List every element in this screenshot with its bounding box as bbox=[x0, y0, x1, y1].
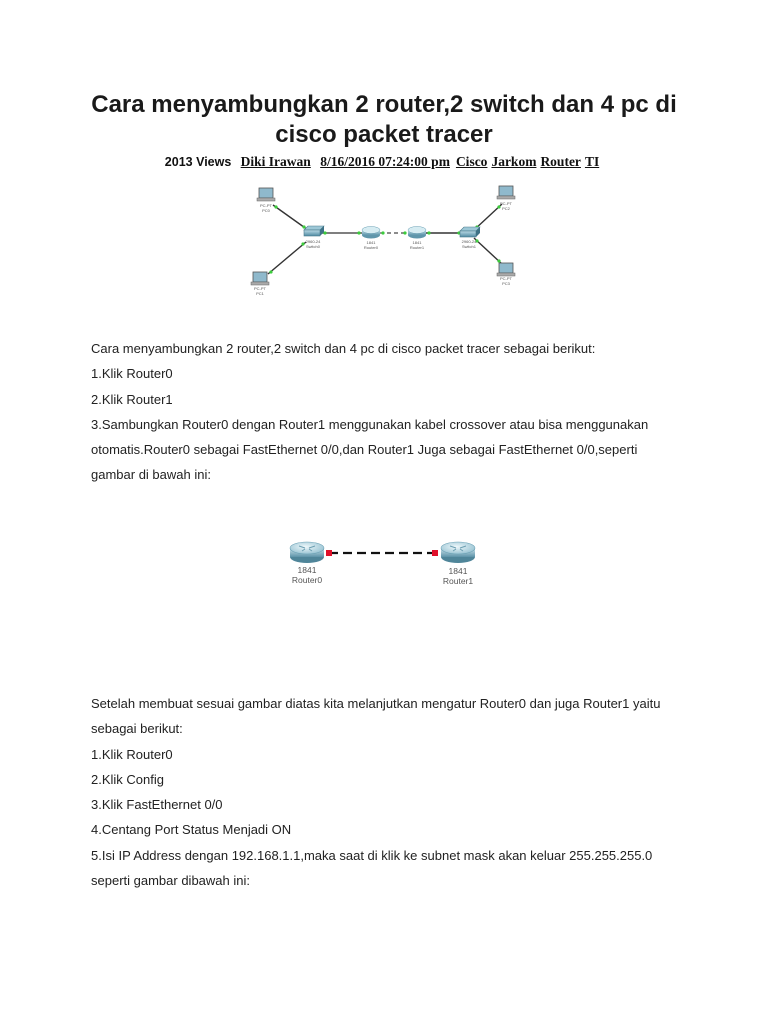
date-link[interactable]: 8/16/2016 07:24:00 pm bbox=[320, 154, 450, 169]
svg-text:PC1: PC1 bbox=[256, 291, 264, 296]
svg-text:PC-PT: PC-PT bbox=[500, 201, 512, 206]
pc0-icon[interactable] bbox=[257, 188, 275, 213]
router-link-figure bbox=[280, 530, 490, 590]
section1-step-1: 1.Klik Router0 bbox=[91, 366, 173, 382]
tag-link-jarkom[interactable]: Jarkom bbox=[491, 154, 537, 169]
router1-icon[interactable] bbox=[408, 227, 426, 251]
router0-icon[interactable] bbox=[362, 227, 380, 251]
svg-text:1841: 1841 bbox=[297, 565, 317, 575]
svg-text:PC-PT: PC-PT bbox=[500, 276, 512, 281]
svg-text:Switch1: Switch1 bbox=[461, 244, 477, 249]
section1-step-3-cont: otomatis.Router0 sebagai FastEthernet 0/0,dan Router1 Juga sebagai FastEthernet 0/0,seperti bbox=[91, 442, 638, 458]
svg-text:PC2: PC2 bbox=[502, 206, 510, 211]
section2-text bbox=[91, 691, 691, 893]
svg-text:1841: 1841 bbox=[366, 240, 376, 245]
svg-text:1841: 1841 bbox=[448, 566, 468, 576]
section2-step-3: 3.Klik FastEthernet 0/0 bbox=[91, 797, 223, 813]
svg-text:Router0: Router0 bbox=[291, 575, 323, 585]
section1-step-3: 3.Sambungkan Router0 dengan Router1 menggunakan kabel crossover atau bisa menggunakan bbox=[91, 416, 649, 432]
svg-text:1841: 1841 bbox=[412, 240, 422, 245]
section2-step-4: 4.Centang Port Status Menjadi ON bbox=[91, 822, 292, 838]
tag-link-ti[interactable]: TI bbox=[584, 154, 600, 169]
section2-line-1: Setelah membuat sesuai gambar diatas kita melanjutkan mengatur Router0 dan juga Router1 yaitu bbox=[91, 696, 661, 711]
router0-port-light bbox=[326, 550, 332, 556]
author-link[interactable]: Diki Irawan bbox=[240, 154, 311, 169]
section2-step-1: 1.Klik Router0 bbox=[91, 746, 173, 762]
section1-intro: Cara menyambungkan 2 router,2 switch dan 4 pc di cisco packet tracer sebagai berikut: bbox=[91, 341, 596, 356]
article-meta bbox=[80, 154, 688, 170]
section1-step-2: 2.Klik Router1 bbox=[91, 391, 173, 407]
svg-text:2960-24: 2960-24 bbox=[305, 239, 321, 244]
section2-line-2: sebagai berikut: bbox=[91, 721, 183, 737]
svg-text:Router1: Router1 bbox=[442, 576, 474, 586]
section2-step-5-cont: seperti gambar dibawah ini: bbox=[91, 873, 250, 889]
svg-text:2960-24: 2960-24 bbox=[461, 239, 477, 244]
topology-figure bbox=[240, 180, 530, 300]
section1-step-3-end: gambar di bawah ini: bbox=[91, 467, 211, 483]
tag-link-cisco[interactable]: Cisco bbox=[455, 154, 488, 169]
svg-text:Router1: Router1 bbox=[409, 245, 425, 250]
router0-icon[interactable] bbox=[290, 542, 324, 585]
pc3-icon[interactable] bbox=[497, 263, 515, 286]
title-line-2: cisco packet tracer bbox=[275, 121, 493, 148]
title-line-1: Cara menyambungkan 2 router,2 switch dan 4 pc di bbox=[91, 91, 677, 118]
svg-text:PC0: PC0 bbox=[262, 208, 270, 213]
section1-text bbox=[91, 336, 691, 488]
svg-text:PC-PT: PC-PT bbox=[254, 286, 266, 291]
svg-text:Router0: Router0 bbox=[363, 245, 379, 250]
section2-step-5: 5.Isi IP Address dengan 192.168.1.1,maka saat di klik ke subnet mask akan keluar 255.255.255.0 bbox=[91, 847, 653, 863]
pc1-icon[interactable] bbox=[251, 272, 269, 296]
view-count: 2013 Views bbox=[164, 155, 232, 169]
switch0-icon[interactable] bbox=[304, 226, 324, 249]
svg-text:PC3: PC3 bbox=[502, 281, 510, 286]
section2-step-2: 2.Klik Config bbox=[91, 771, 164, 787]
tag-link-router[interactable]: Router bbox=[540, 154, 581, 169]
article-title bbox=[80, 90, 688, 150]
svg-text:PC-PT: PC-PT bbox=[260, 203, 272, 208]
router1-icon[interactable] bbox=[441, 542, 475, 586]
router1-port-light bbox=[432, 550, 438, 556]
svg-text:Switch0: Switch0 bbox=[305, 244, 321, 249]
switch1-icon[interactable] bbox=[460, 227, 480, 249]
